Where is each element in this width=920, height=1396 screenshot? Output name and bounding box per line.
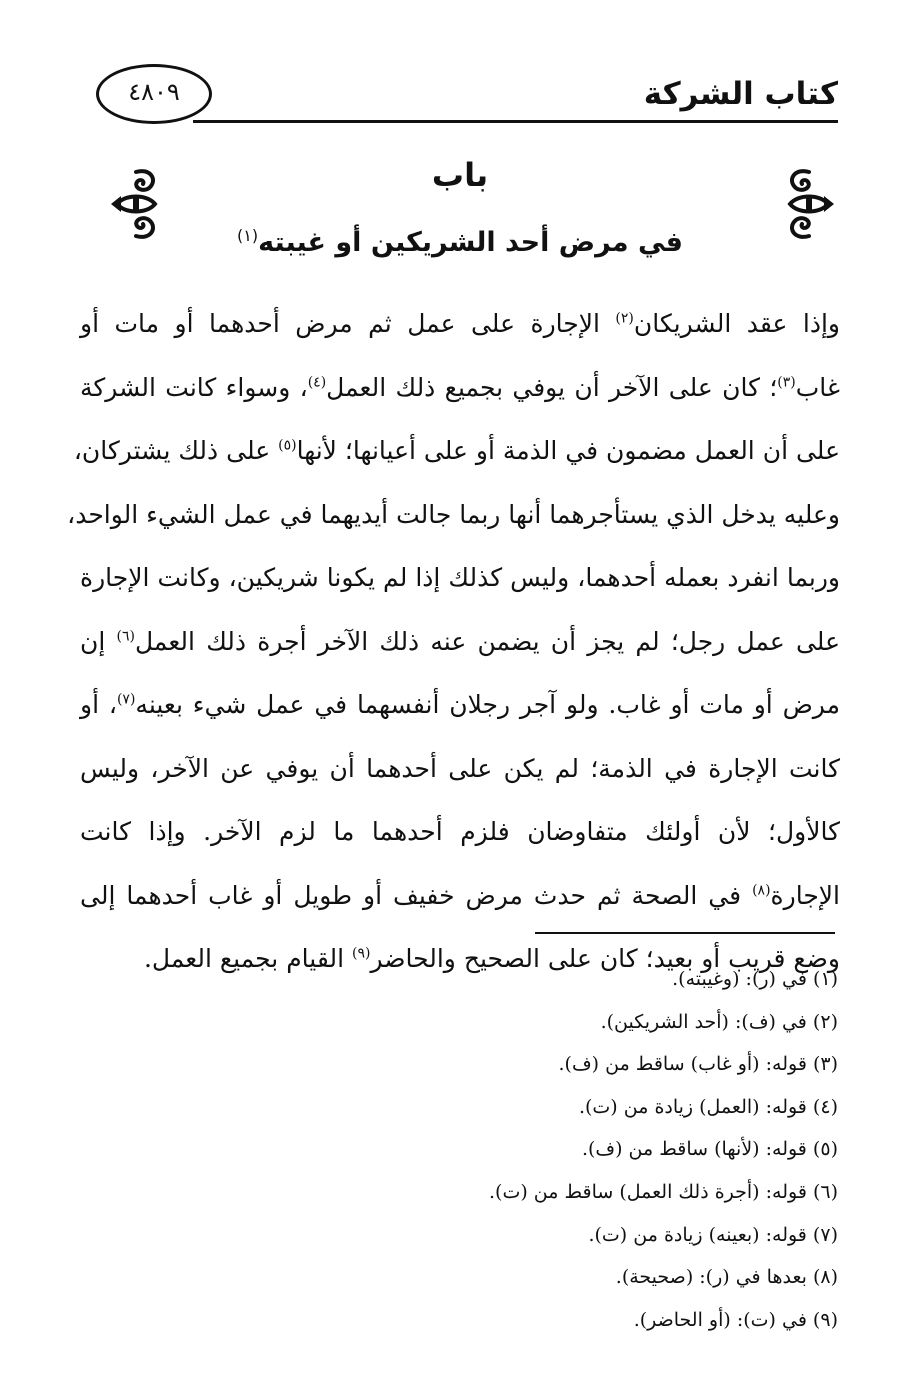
book-title: كتاب الشركة: [643, 76, 838, 112]
body-text: [67, 292, 841, 991]
body-line: [73, 419, 840, 483]
footnote-ref: (٩): [352, 945, 371, 962]
footnote-item: (٩) في (ت): (أو الحاضر).: [633, 1308, 838, 1331]
body-text-segment: ، أو: [80, 690, 117, 719]
body-line: [80, 610, 840, 674]
footnote-item: (٧) قوله: (بعينه) زيادة من (ت).: [588, 1223, 838, 1246]
footnote-item: (٦) قوله: (أجرة ذلك العمل) ساقط من (ت).: [489, 1180, 838, 1203]
body-text-segment: القيام بجميع العمل.: [143, 944, 352, 973]
body-text-segment: وإذا عقد الشريكان: [633, 309, 841, 338]
body-line: [80, 800, 840, 864]
body-text-segment: على ذلك يشتركان،: [73, 436, 279, 465]
body-text-segment: في الصحة ثم حدث مرض خفيف أو طويل أو غاب أحدهما إلى: [80, 880, 753, 910]
footnote-ref: (٥): [278, 437, 297, 454]
body-text-segment: على عمل رجل؛ لم يجز أن يضمن عنه ذلك الآخر أجرة ذلك العمل: [134, 626, 840, 656]
chapter-title-footnote-ref: (١): [237, 226, 259, 245]
body-text-segment: كالأول؛ لأن أولئك متفاوضان فلزم أحدهما ما لزم الآخر. وإذا كانت: [80, 817, 840, 846]
footnote-ref: (٨): [752, 882, 771, 899]
body-text-segment: غاب: [795, 372, 840, 402]
footnote-ref: (٣): [777, 374, 796, 391]
body-line: [80, 737, 840, 801]
footnote-item: (٣) قوله: (أو غاب) ساقط من (ف).: [558, 1053, 838, 1076]
body-text-segment: الإجارة: [770, 880, 840, 910]
footnote-item: (٢) في (ف): (أحد الشريكين).: [600, 1010, 838, 1033]
chapter-label: باب: [431, 156, 489, 194]
body-line: [80, 673, 840, 737]
footnotes: [98, 958, 838, 1341]
body-line: [80, 356, 840, 420]
footnote-ref: (٢): [615, 310, 634, 327]
body-text-segment: إن: [80, 626, 117, 656]
body-text-segment: مرض أو مات أو غاب. ولو آجر رجلان أنفسهما في عمل شيء بعينه: [135, 690, 840, 719]
page-number: ٤٨٠٩: [128, 78, 180, 106]
footnote-item: (١) في (ر): (وغيبته).: [672, 968, 838, 990]
body-text-segment: على أن العمل مضمون في الذمة أو على أعيانها؛ لأنها: [296, 436, 840, 465]
footnote-ref: (٤): [307, 374, 327, 391]
body-line: [67, 483, 840, 547]
chapter-title-text: في مرض أحد الشريكين أو غيبته: [258, 227, 683, 258]
footnote-item: (٥) قوله: (لأنها) ساقط من (ف).: [581, 1138, 838, 1161]
footnote-item: (٤) قوله: (العمل) زيادة من (ت).: [578, 1095, 838, 1118]
body-text-segment: الإجارة على عمل ثم مرض أحدهما أو مات أو: [80, 309, 616, 338]
body-text-segment: وضع قريب أو بعيد؛ كان على الصحيح والحاضر: [370, 944, 840, 973]
chapter-title: [0, 216, 920, 263]
body-line: [80, 292, 840, 356]
footnote-ref: (٦): [116, 628, 135, 645]
body-text-segment: وربما انفرد بعمله أحدهما، وليس كذلك إذا لم يكونا شريكين، وكانت الإجارة: [80, 563, 840, 592]
body-line: [80, 546, 840, 610]
body-text-segment: ، وسواء كانت الشركة: [80, 372, 308, 402]
footnote-ref: (٧): [116, 691, 136, 708]
body-line: [80, 864, 840, 928]
footnote-item: (٨) بعدها في (ر): (صحيحة).: [615, 1266, 838, 1289]
body-text-segment: ؛ كان على الآخر أن يوفي بجميع ذلك العمل: [326, 372, 778, 402]
body-text-segment: كانت الإجارة في الذمة؛ لم يكن على أحدهما أن يوفي عن الآخر، وليس: [80, 753, 840, 783]
body-text-segment: وعليه يدخل الذي يستأجرهما أنها ربما جالت أيديهما في عمل الشيء الواحد،: [67, 499, 840, 529]
footnote-separator: [535, 932, 835, 934]
header-rule: [193, 120, 838, 123]
